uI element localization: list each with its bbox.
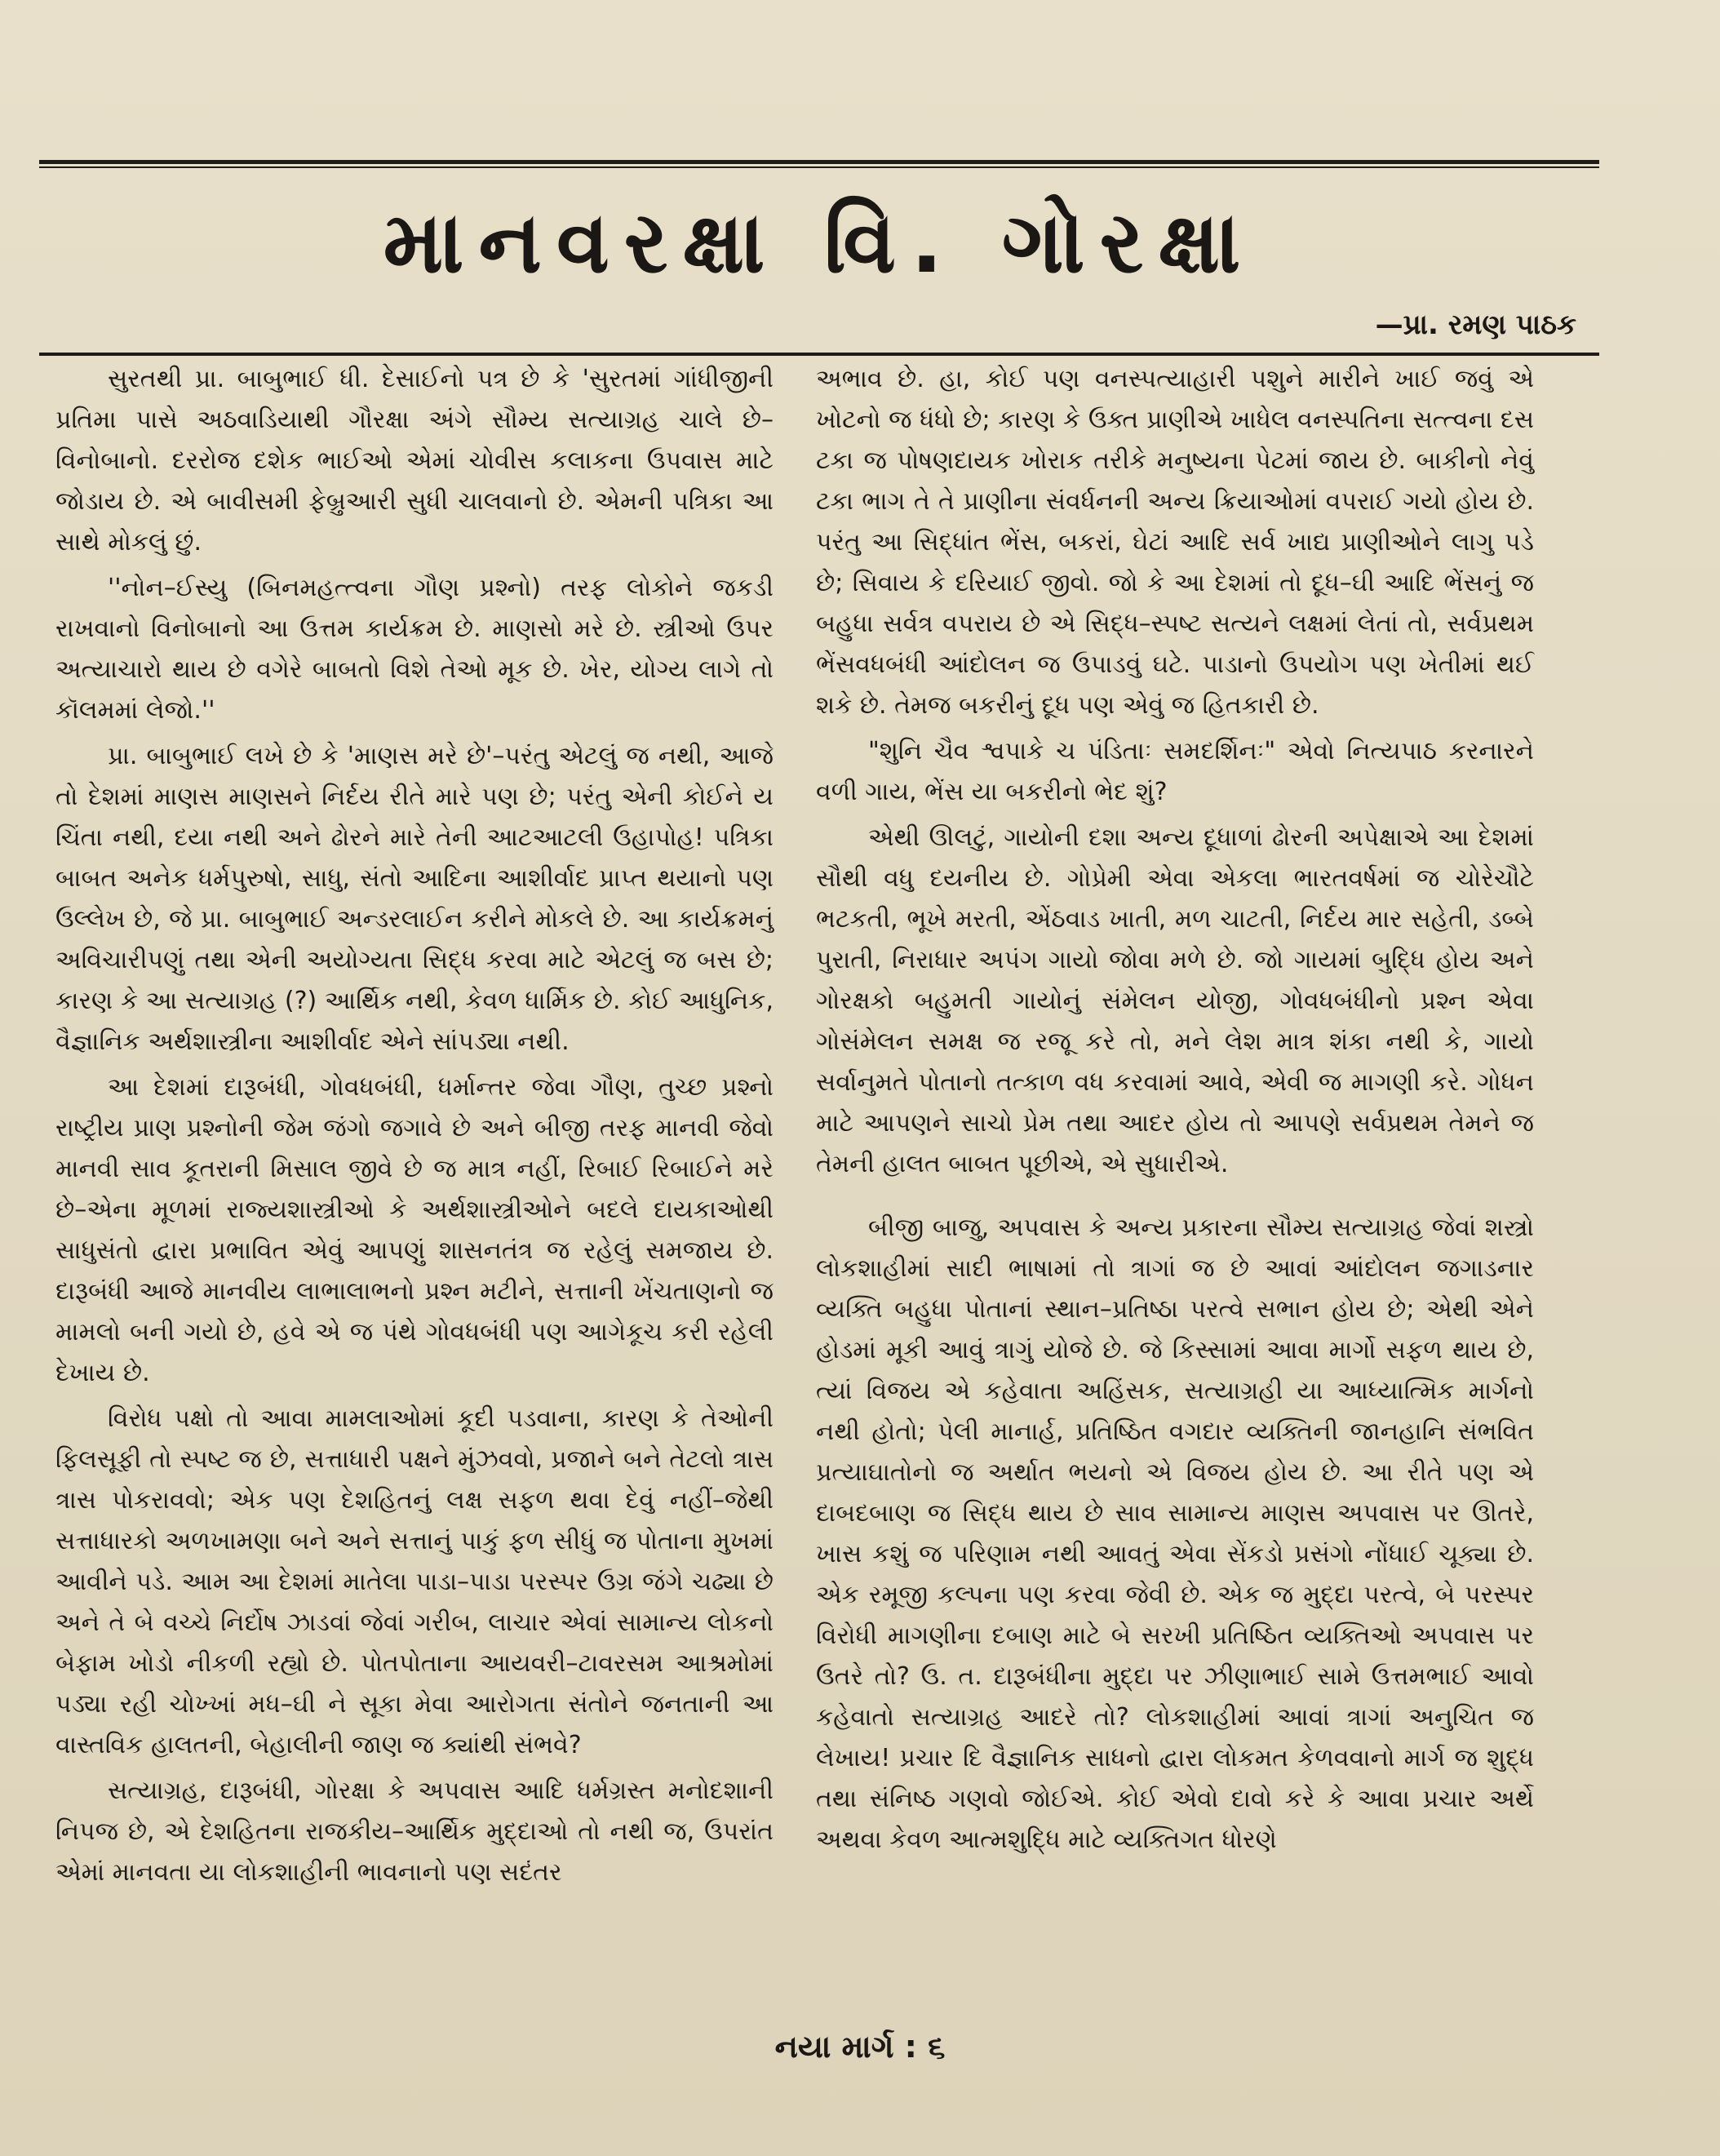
paragraph: સુરતથી પ્રા. બાબુભાઈ ધી. દેસાઈનો પત્ર છે કે 'સુરતમાં ગાંધીજીની પ્રતિમા પાસે અઠવાડિયાથી ગૌરક્ષા અંગે સૌમ્ય સત્યાગ્રહ ચાલે છે–વિનોબાનો. દરરોજ દશેક ભાઈઓ એમાં ચોવીસ કલાકના ઉપવાસ માટે જોડાય છે. એ બાવીસમી ફેબ્રુઆરી સુધી ચાલવાનો છે. એમની પત્રિકા આ સાથે મોકલું છું.	[55, 365, 774, 557]
paragraph: અભાવ છે. હા, કોઈ પણ વનસ્પત્યાહારી પશુને મારીને ખાઈ જવું એ ખોટનો જ ધંધો છે; કારણ કે ઉક્ત પ્રાણીએ ખાધેલ વનસ્પતિના સત્ત્વના દસ ટકા જ પોષણદાયક ખોરાક તરીકે મનુષ્યના પેટમાં જાય છે. બાકીનો નેવું ટકા ભાગ તે તે પ્રાણીના સંવર્ધનની અન્ય ક્રિયાઓમાં વપરાઈ ગયો હોય છે. પરંતુ આ સિદ્ધાંત ભેંસ, બકરાં, ઘેટાં આદિ સર્વ ખાદ્ય પ્રાણીઓને લાગુ પડે છે; સિવાય કે દરિયાઈ જીવો. જો કે આ દેશમાં તો દૂધ–ઘી આદિ ભેંસનું જ બહુધા સર્વત્ર વપરાય છે એ સિદ્ધ–સ્પષ્ટ સત્યને લક્ષમાં લેતાં તો, સર્વપ્રથમ ભેંસવધબંધી આંદોલન જ ઉપાડવું ઘટે. પાડાનો ઉપયોગ પણ ખેતીમાં થઈ શકે છે. તેમજ બકરીનું દૂધ પણ એવું જ હિતકારી છે.	[816, 365, 1534, 720]
article-byline: —પ્રા. રમણ પાઠક	[1375, 308, 1576, 341]
header-rule	[39, 353, 1599, 356]
article-title: માનવરક્ષા વિ. ગોરક્ષા	[383, 193, 1256, 292]
paragraph: સત્યાગ્રહ, દારૂબંધી, ગોરક્ષા કે અપવાસ આદિ ધર્મગ્રસ્ત મનોદશાની નિપજ છે, એ દેશહિતના રાજકીય–આર્થિક મુદ્દાઓ તો નથી જ, ઉપરાંત એમાં માનવતા યા લોકશાહીની ભાવનાનો પણ સદંતર	[55, 1777, 774, 1887]
left-column	[55, 359, 774, 1898]
paragraph: પ્રા. બાબુભાઈ લખે છે કે 'માણસ મરે છે'–પરંતુ એટલું જ નથી, આજે તો દેશમાં માણસ માણસને નિર્દય રીતે મારે પણ છે; પરંતુ એની કોઈને ય ચિંતા નથી, દયા નથી અને ઢોરને મારે તેની આટઆટલી ઉહાપોહ! પત્રિકા બાબત અનેક ધર્મપુરુષો, સાધુ, સંતો આદિના આશીર્વાદ પ્રાપ્ત થયાનો પણ ઉલ્લેખ છે, જે પ્રા. બાબુભાઈ અન્ડરલાઈન કરીને મોકલે છે. આ કાર્યક્રમનું અવિચારીપણું તથા એની અયોગ્યતા સિદ્ધ કરવા માટે એટલું જ બસ છે; કારણ કે આ સત્યાગ્રહ (?) આર્થિક નથી, કેવળ ધાર્મિક છે. કોઈ આધુનિક, વૈજ્ઞાનિક અર્થશાસ્ત્રીના આશીર્વાદ એને સાંપડ્યા નથી.	[55, 742, 774, 1056]
right-column	[816, 359, 1534, 1865]
paragraph: બીજી બાજુ, અપવાસ કે અન્ય પ્રકારના સૌમ્ય સત્યાગ્રહ જેવાં શસ્ત્રો લોકશાહીમાં સાદી ભાષામાં તો ત્રાગાં જ છે આવાં આંદોલન જગાડનાર વ્યક્તિ બહુધા પોતાનાં સ્થાન–પ્રતિષ્ઠા પરત્વે સભાન હોય છે; એથી એને હોડમાં મૂકી આવું ત્રાગું યોજે છે. જે કિસ્સામાં આવા માર્ગો સફળ થાય છે, ત્યાં વિજય એ કહેવાતા અહિંસક, સત્યાગ્રહી યા આધ્યાત્મિક માર્ગનો નથી હોતો; પેલી માનાર્હ, પ્રતિષ્ઠિત વગદાર વ્યક્તિની જાનહાનિ સંભવિત પ્રત્યાઘાતોનો જ અર્થાત ભયનો એ વિજય હોય છે. આ રીતે પણ એ દાબદબાણ જ સિદ્ધ થાય છે સાવ સામાન્ય માણસ અપવાસ પર ઊતરે, ખાસ કશું જ પરિણામ નથી આવતું એવા સેંકડો પ્રસંગો નોંધાઈ ચૂક્યા છે. એક રમૂજી કલ્પના પણ કરવા જેવી છે. એક જ મુદ્દા પરત્વે, બે પરસ્પર વિરોધી માગણીના દબાણ માટે બે સરખી પ્રતિષ્ઠિત વ્યક્તિઓ અપવાસ પર ઉતરે તો? ઉ. ત. દારૂબંધીના મુદ્દા પર ઝીણાભાઈ સામે ઉત્તમભાઈ આવો કહેવાતો સત્યાગ્રહ આદરે તો? લોકશાહીમાં આવાં ત્રાગાં અનુચિત જ લેખાય! પ્રચાર દિ વૈજ્ઞાનિક સાધનો દ્વારા લોકમત કેળવવાનો માર્ગ જ શુદ્ધ તથા સંનિષ્ઠ ગણવો જોઈએ. કોઈ એવો દાવો કરે કે આવા પ્રચાર અર્થે અથવા કેવળ આત્મશુદ્ધિ માટે વ્યક્તિગત ધોરણે	[816, 1213, 1534, 1854]
paragraph: વિરોધ પક્ષો તો આવા મામલાઓમાં કૂદી પડવાના, કારણ કે તેઓની ફિલસૂફી તો સ્પષ્ટ જ છે, સત્તાધારી પક્ષને મુંઝવવો, પ્રજાને બને તેટલો ત્રાસ ત્રાસ પોકરાવવો; એક પણ દેશહિતનું લક્ષ સફળ થવા દેવું નહીં–જેથી સત્તાધારકો અળખામણા બને અને સત્તાનું પાકું ફળ સીધું જ પોતાના મુખમાં આવીને પડે. આમ આ દેશમાં માતેલા પાડા–પાડા પરસ્પર ઉગ્ર જંગે ચઢ્યા છે અને તે બે વચ્ચે નિર્દોષ ઝાડવાં જેવાં ગરીબ, લાચાર એવાં સામાન્ય લોકનો બેફામ ખોડો નીકળી રહ્યો છે. પોતપોતાના આયવરી–ટાવરસમ આશ્રમોમાં પડ્યા રહી ચોખ્ખાં મધ–ઘી ને સૂકા મેવા આરોગતા સંતોને જનતાની આ વાસ્તવિક હાલતની, બેહાલીની જાણ જ ક્યાંથી સંભવે?	[55, 1404, 774, 1759]
paragraph: ''નોન–ઈસ્યુ (બિનમહત્ત્વના ગૌણ પ્રશ્નો) તરફ લોકોને જકડી રાખવાનો વિનોબાનો આ ઉત્તમ કાર્યક્રમ છે. માણસો મરે છે. સ્ત્રીઓ ઉપર અત્યાચારો થાય છે વગેરે બાબતો વિશે તેઓ મૂક છે. ખેર, યોગ્ય લાગે તો કૉલમમાં લેજો.''	[55, 574, 774, 725]
paragraph: એથી ઊલટું, ગાયોની દશા અન્ય દૂધાળાં ઢોરની અપેક્ષાએ આ દેશમાં સૌથી વધુ દયનીય છે. ગોપ્રેમી એવા એકલા ભારતવર્ષમાં જ ચોરેચૌટે ભટકતી, ભૂખે મરતી, એંઠવાડ ખાતી, મળ ચાટતી, નિર્દય માર સહેતી, ડબ્બે પુરાતી, નિરાધાર અપંગ ગાયો જોવા મળે છે. જો ગાયમાં બુદ્ધિ હોય અને ગોરક્ષકો બહુમતી ગાયોનું સંમેલન યોજી, ગોવધબંધીનો પ્રશ્ન એવા ગોસંમેલન સમક્ષ જ રજૂ કરે તો, મને લેશ માત્ર શંકા નથી કે, ગાયો સર્વાનુમતે પોતાનો તત્કાળ વધ કરવામાં આવે, એવી જ માગણી કરે. ગોધન માટે આપણને સાચો પ્રેમ તથા આદર હોય તો આપણે સર્વપ્રથમ તેમને જ તેમની હાલત બાબત પૂછીએ, એ સુધારીએ.	[816, 823, 1534, 1178]
top-rule-thin	[39, 166, 1599, 168]
paragraph: "શુનિ ચૈવ શ્વપાકે ચ પંડિતાઃ સમદર્શિનઃ" એવો નિત્યપાઠ કરનારને વળી ગાય, ભેંસ યા બકરીનો ભેદ શું?	[816, 737, 1534, 806]
page-footer: નયા માર્ગ : ૬	[774, 2029, 946, 2065]
paragraph: આ દેશમાં દારૂબંધી, ગોવધબંધી, ધર્માન્તર જેવા ગૌણ, તુચ્છ પ્રશ્નો રાષ્ટ્રીય પ્રાણ પ્રશ્નોની જેમ જંગો જગાવે છે અને બીજી તરફ માનવી જેવો માનવી સાવ કૂતરાની મિસાલ જીવે છે જ માત્ર નહીં, રિબાઈ રિબાઈને મરે છે–એના મૂળમાં રાજ્યશાસ્ત્રીઓ કે અર્થશાસ્ત્રીઓને બદલે દાયકાઓથી સાધુસંતો દ્વારા પ્રભાવિત એવું આપણું શાસનતંત્ર જ રહેલું સમજાય છે. દારૂબંધી આજે માનવીય લાભાલાભનો પ્રશ્ન મટીને, સત્તાની ખેંચતાણનો જ મામલો બની ગયો છે, હવે એ જ પંથે ગોવધબંધી પણ આગેકૂચ કરી રહેલી દેખાય છે.	[55, 1073, 774, 1387]
top-rule	[39, 160, 1599, 164]
